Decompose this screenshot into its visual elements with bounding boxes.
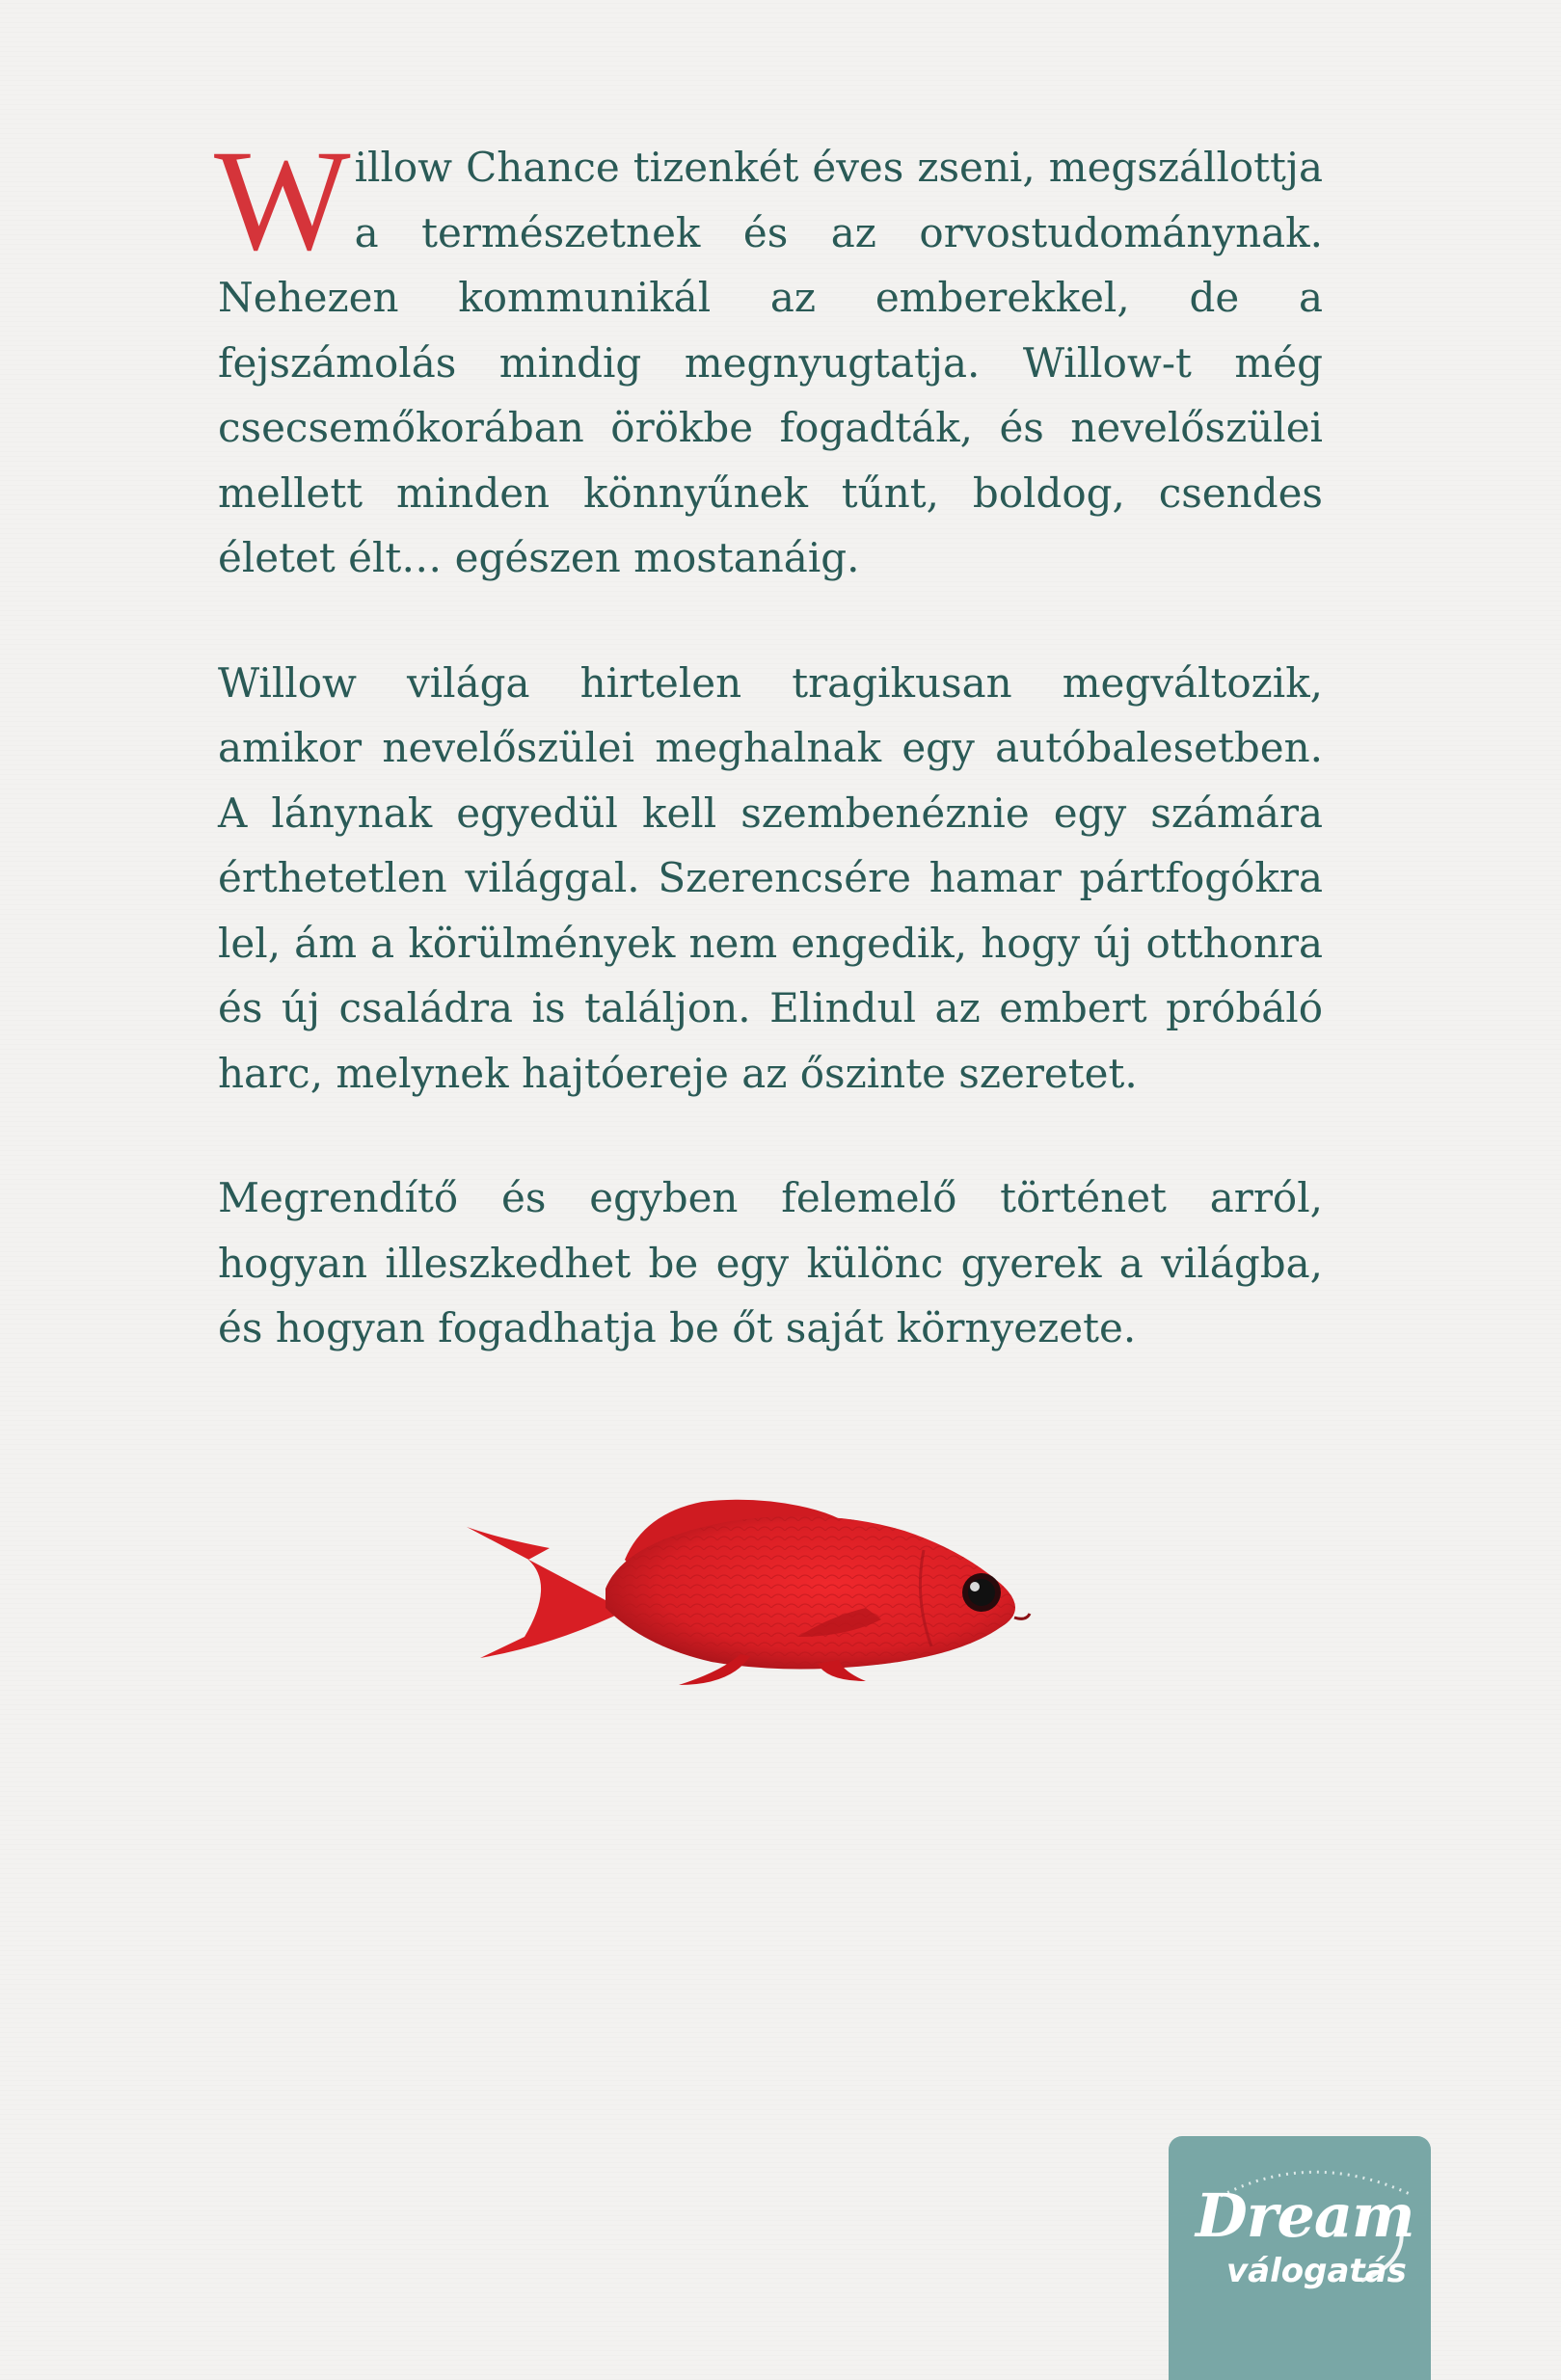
paragraph-1 bbox=[214, 120, 1323, 591]
dream-valogatas-logo bbox=[1169, 2136, 1431, 2380]
logo-line-2: válogatás bbox=[1226, 2252, 1407, 2290]
drop-cap: W bbox=[214, 120, 351, 281]
paragraph-3: Megrendítő és egyben felemelő történet arról, hogyan illeszkedhet be egy különc gyerek a világba, és hogyan fogadhatja be őt saját környezete. bbox=[218, 1174, 1323, 1351]
logo-line-1: Dream bbox=[1196, 2180, 1414, 2251]
red-fish-icon bbox=[461, 1492, 1059, 1695]
paragraph-2: Willow világa hirtelen tragikusan megváltozik, amikor nevelőszülei meghalnak egy autóbalesetben. A lánynak egyedül kell szembenéznie egy számára érthetetlen világgal. Szerencsére hamar pártfogókra lel, ám a körülmények nem engedik, hogy új otthonra és új családra is találjon. Elindul az embert próbáló harc, melynek hajtóereje az őszinte szeretet. bbox=[218, 658, 1323, 1097]
paragraph-1-text: illow Chance tizenkét éves zseni, megszállottja a természetnek és az orvostudománynak. Nehezen kommunikál az emberekkel, de a fejszámolás mindig megnyugtatja. Willow-t még csecsemőkorában örökbe fogadták, és nevelőszülei mellett minden könnyűnek tűnt, boldog, csendes életet élt… egészen mostanáig. bbox=[218, 144, 1323, 581]
back-cover-description bbox=[214, 120, 1323, 1421]
